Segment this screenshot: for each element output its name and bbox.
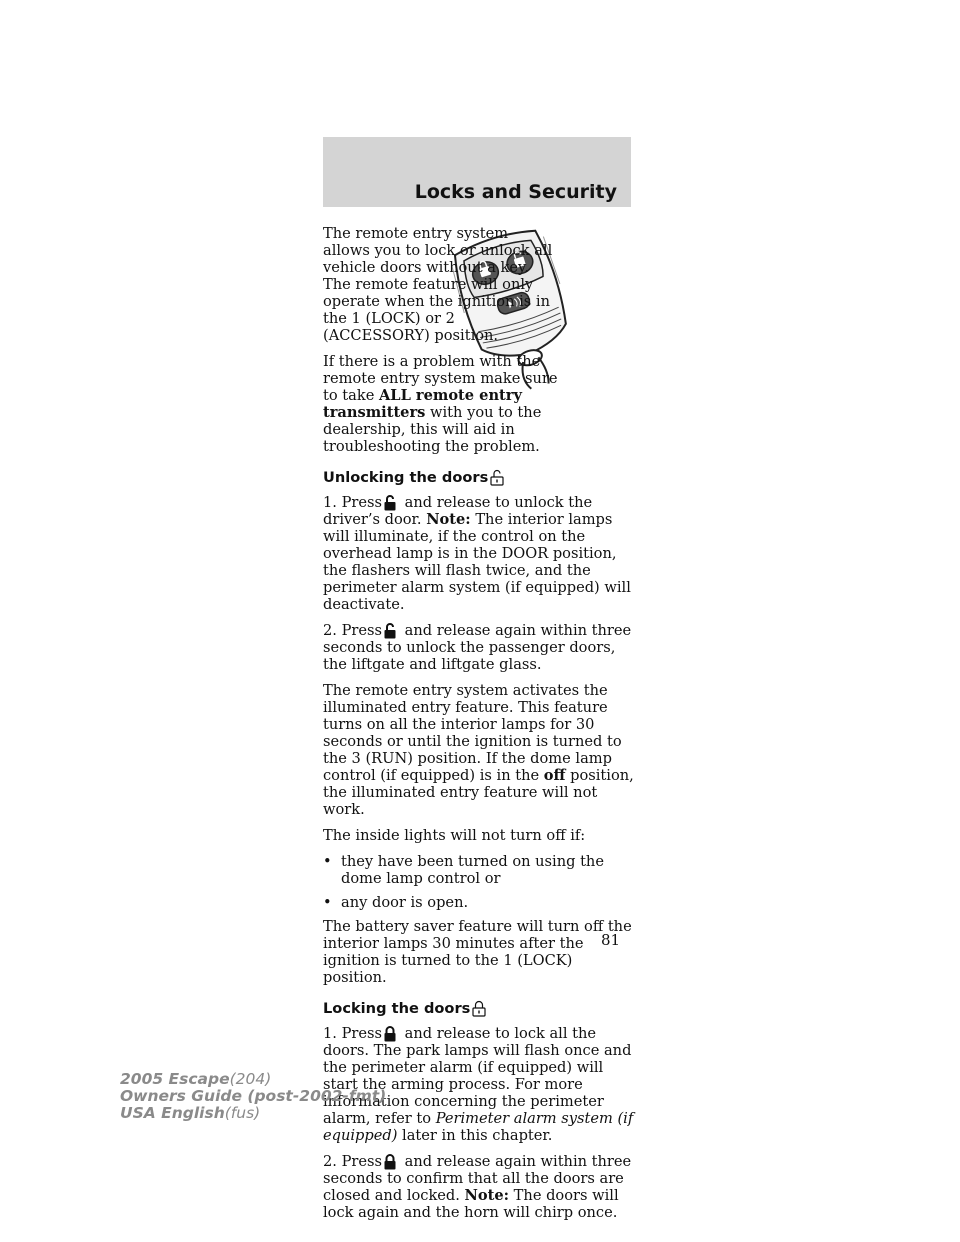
footer-language: USA English bbox=[120, 1104, 225, 1122]
step-text: and release again within three seconds to confirm that all the doors are closed and locked. bbox=[323, 1153, 632, 1204]
step-number: 2. Press bbox=[323, 622, 382, 639]
step-text: and release to unlock the driver’s door. bbox=[323, 494, 593, 528]
locking-heading bbox=[323, 1000, 634, 1017]
battery-saver-paragraph: The battery saver feature will turn off the interior lamps 30 minutes after the ignition is turned to the 1 (LOCK) position. bbox=[323, 918, 632, 986]
unlock-step-2 bbox=[323, 622, 634, 673]
list-item: • any door is open. bbox=[323, 894, 634, 911]
transmitters-emphasis: ALL remote entry transmitters bbox=[323, 387, 522, 421]
unlock-step-1 bbox=[323, 494, 634, 613]
off-emphasis: off bbox=[543, 767, 566, 784]
problem-paragraph bbox=[323, 353, 558, 455]
unlocking-heading-text: Unlocking the doors bbox=[323, 469, 489, 486]
lights-intro: The inside lights will not turn off if: bbox=[323, 827, 586, 844]
unlock-icon bbox=[384, 495, 396, 511]
lock-icon bbox=[384, 1026, 396, 1042]
header-band bbox=[323, 137, 631, 207]
lights-bullet-list bbox=[323, 853, 634, 911]
footer-line-3 bbox=[120, 1105, 386, 1122]
page-number: 81 bbox=[601, 931, 621, 949]
lock-icon bbox=[472, 1000, 486, 1017]
unlocking-heading bbox=[323, 469, 634, 486]
problem-text-end: with you to the dealership, this will aid in troubleshooting the problem. bbox=[323, 404, 542, 455]
list-item: • they have been turned on using the dome lamp control or bbox=[323, 853, 634, 887]
step-text-end: later in this chapter. bbox=[397, 1127, 553, 1144]
illum-text: The remote entry system activates the illuminated entry feature. This feature turns on all the interior lamps for 30 seconds or until the ignition is turned to the 3 (RUN) position. If the dome lamp control (if equipped) is in the bbox=[323, 682, 622, 784]
step-number: 1. Press bbox=[323, 1025, 382, 1042]
step-text: and release to lock all the doors. The park lamps will flash once and the perimeter alarm (if equipped) will start the arming process. For more information concerning the perimeter alarm, refer to bbox=[323, 1025, 632, 1127]
locking-heading-text: Locking the doors bbox=[323, 1000, 471, 1017]
step-text: and release again within three seconds to unlock the passenger doors, the liftgate and liftgate glass. bbox=[323, 622, 632, 673]
illum-text-end: position, the illuminated entry feature will not work. bbox=[323, 767, 634, 818]
problem-text: If there is a problem with the remote entry system make sure to take bbox=[323, 353, 558, 404]
footer bbox=[120, 1071, 386, 1122]
note-text: The interior lamps will illuminate, if the control on the overhead lamp is in the DOOR position, the flashers will flash twice, and the perimeter alarm system (if equipped) will deactivate. bbox=[323, 511, 631, 613]
footer-line-2: Owners Guide (post-2002-fmt) bbox=[120, 1087, 387, 1105]
unlock-icon bbox=[490, 469, 504, 486]
footer-language-code: (fus) bbox=[224, 1104, 261, 1122]
footer-line-1 bbox=[120, 1071, 386, 1088]
intro-section bbox=[323, 225, 558, 455]
footer-model-code: (204) bbox=[229, 1070, 272, 1088]
footer-model: 2005 Escape bbox=[120, 1070, 230, 1088]
lock-step-2 bbox=[323, 1153, 634, 1221]
note-label: Note: bbox=[426, 511, 471, 528]
cross-reference: Perimeter alarm system (if equipped) bbox=[323, 1110, 634, 1144]
lock-icon bbox=[384, 1154, 396, 1170]
section-title: Locks and Security bbox=[414, 181, 617, 203]
illuminated-entry-paragraph bbox=[323, 682, 634, 818]
note-text: The doors will lock again and the horn will chirp once. bbox=[323, 1187, 619, 1221]
note-label: Note: bbox=[464, 1187, 510, 1204]
intro-paragraph: The remote entry system allows you to lock or unlock all vehicle doors without a key. The remote feature will only operate when the ignition is in the 1 (LOCK) or 2 (ACCESSORY) position. bbox=[323, 225, 553, 344]
step-number: 2. Press bbox=[323, 1153, 382, 1170]
unlock-icon bbox=[384, 623, 396, 639]
step-number: 1. Press bbox=[323, 494, 382, 511]
